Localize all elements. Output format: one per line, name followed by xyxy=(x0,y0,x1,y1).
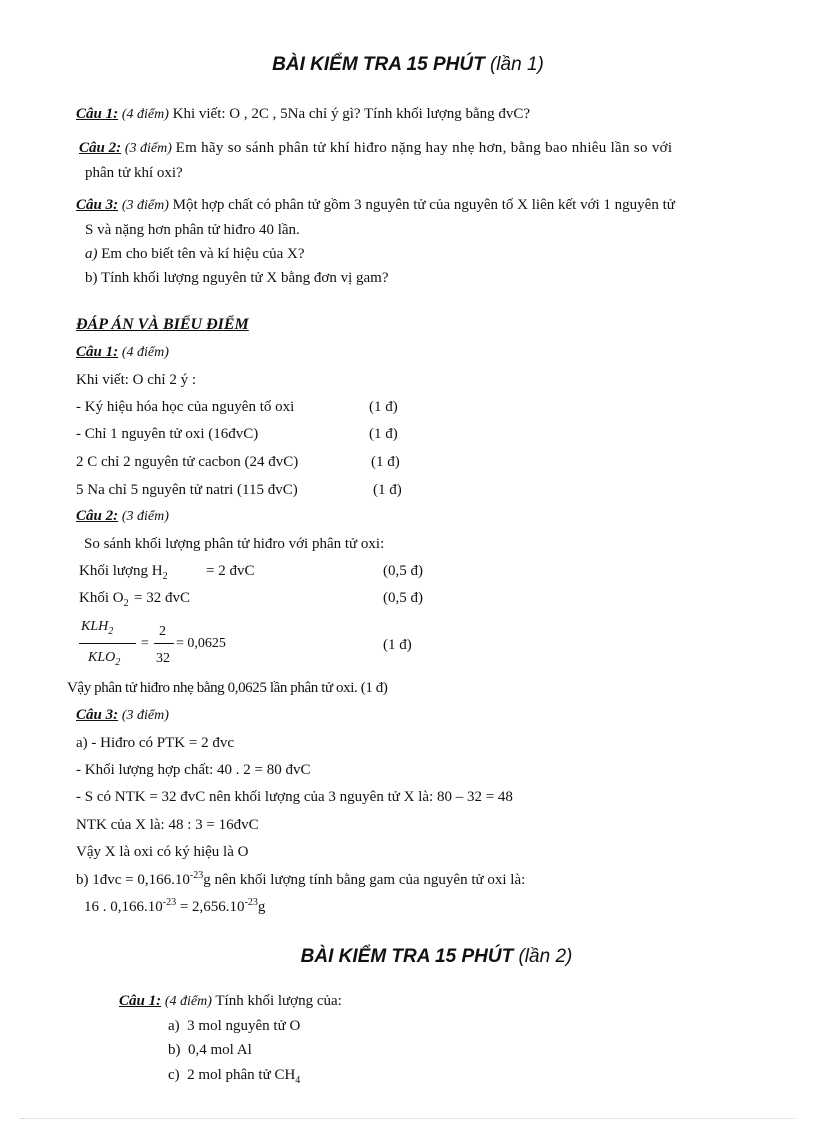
question-text: Em hãy so sánh phân tử khí hiđro nặng hay nhẹ hơn, bằng bao nhiêu lần so với xyxy=(175,140,673,156)
test1-question-3-cont: S và nặng hơn phân tử hiđro 40 lần. xyxy=(85,222,300,238)
answer-line: - Ký hiệu hóa học của nguyên tố oxi xyxy=(76,399,295,415)
answers-q3-line: a) - Hiđro có PTK = 2 đvc xyxy=(76,735,235,751)
question-text: Một hợp chất có phân tử gồm 3 nguyên tử của nguyên tố X liên kết với 1 nguyên tử xyxy=(172,197,675,213)
o2-mass-line: Khối $O_2$ xyxy=(79,590,129,609)
test1-question-2 xyxy=(79,139,672,158)
answers-q3-line: NTK của X là: 48 : 3 = 16đvC xyxy=(76,817,259,833)
fraction-result: = 0,0625 xyxy=(176,636,226,651)
answer-mark: (1 đ) xyxy=(369,399,398,415)
question-points: (4 điểm) xyxy=(121,107,169,122)
test2-question-1: Câu 1: (4 điểm) Tính khối lượng của: xyxy=(119,993,342,1009)
question-text: Khi viết: O , 2C , 5Na chỉ ý gì? Tính khối lượng bằng đvC? xyxy=(172,106,531,122)
answer-line: - Chỉ 1 nguyên tử oxi (16đvC) xyxy=(76,426,259,442)
o2-mass-mark: (0,5 đ) xyxy=(383,590,423,606)
question-label: Câu 3: xyxy=(76,197,119,213)
answers-q3-line: b) 1đvc = $0,166.10^{-23}g$ nên khối lượng tính bằng gam của nguyên tử oxi là: xyxy=(76,870,526,888)
fraction-mark: (1 đ) xyxy=(383,637,412,653)
answers-heading: ĐÁP ÁN VÀ BIỂU ĐIỂM xyxy=(76,316,249,333)
answers-q3-line: 16 . $0,166.10^{-23} = 2,656.10^{-23}g$ xyxy=(84,897,266,915)
answer-mark: (1 đ) xyxy=(371,454,400,470)
question-label: Câu 1: xyxy=(76,106,119,122)
test2-item: b) 0,4 mol Al xyxy=(168,1042,252,1058)
test2-item: c) 2 mol phân tử $CH_4$ xyxy=(168,1067,301,1086)
answer-mark: (1 đ) xyxy=(369,426,398,442)
test2-item: a) 3 mol nguyên tử O xyxy=(168,1018,301,1034)
fraction2-numerator: 2 xyxy=(159,624,166,639)
answers-q1-header: Câu 1: (4 điểm) xyxy=(76,344,169,360)
question-points: (3 điểm) xyxy=(124,141,172,156)
question-points: (3 điểm) xyxy=(121,198,169,213)
test1-question-1 xyxy=(76,105,530,124)
fraction-numerator: $KLH_2$ xyxy=(81,619,114,637)
fraction-denominator: $KLO_2$ xyxy=(88,650,121,668)
h2-mass-line: Khối lượng $H_2$ xyxy=(79,563,168,582)
fraction-equals: = xyxy=(141,636,149,651)
test1-question-3-part-a: a) Em cho biết tên và kí hiệu của X? xyxy=(85,246,305,262)
h2-mass-mark: (0,5 đ) xyxy=(383,563,423,579)
h2-mass-value: = 2 đvC xyxy=(206,563,255,579)
o2-mass-value: = 32 đvC xyxy=(134,590,190,606)
answers-q2-conclusion: Vậy phân tử hiđro nhẹ bằng 0,0625 lần phân tử oxi. (1 đ) xyxy=(67,680,388,696)
fraction2-bar xyxy=(154,643,174,644)
answers-q1-intro: Khi viết: O chỉ 2 ý : xyxy=(76,372,196,388)
question-label: Câu 2: xyxy=(79,140,122,156)
test1-question-3-part-b: b) Tính khối lượng nguyên tử X bằng đơn vị gam? xyxy=(85,270,389,286)
answers-q2-intro: So sánh khối lượng phân tử hiđro với phân tử oxi: xyxy=(84,536,385,552)
answers-q3-line: - S có NTK = 32 đvC nên khối lượng của 3 nguyên tử X là: 80 – 32 = 48 xyxy=(76,789,513,805)
answer-line: 5 Na chỉ 5 nguyên tử natri (115 đvC) xyxy=(76,482,298,498)
test1-round: (lần 1) xyxy=(489,54,544,75)
answers-q3-line: - Khối lượng hợp chất: 40 . 2 = 80 đvC xyxy=(76,762,311,778)
page-bottom-rule xyxy=(20,1118,796,1119)
test2-round: (lần 2) xyxy=(518,946,573,967)
test1-title: BÀI KIỂM TRA 15 PHÚT (lần 1) xyxy=(272,54,544,75)
answers-q3-header: Câu 3: (3 điểm) xyxy=(76,707,169,723)
test1-question-3 xyxy=(76,196,675,215)
answers-q2-header: Câu 2: (3 điểm) xyxy=(76,508,169,524)
test1-question-2-cont: phân tử khí oxi? xyxy=(85,165,183,181)
test2-title: BÀI KIỂM TRA 15 PHÚT (lần 2) xyxy=(300,946,573,967)
fraction-bar xyxy=(79,643,136,644)
fraction2-denominator: 32 xyxy=(156,651,170,666)
answer-line: 2 C chỉ 2 nguyên tử cacbon (24 đvC) xyxy=(76,454,299,470)
answers-q3-line: Vậy X là oxi có ký hiệu là O xyxy=(76,844,249,860)
answer-mark: (1 đ) xyxy=(373,482,402,498)
